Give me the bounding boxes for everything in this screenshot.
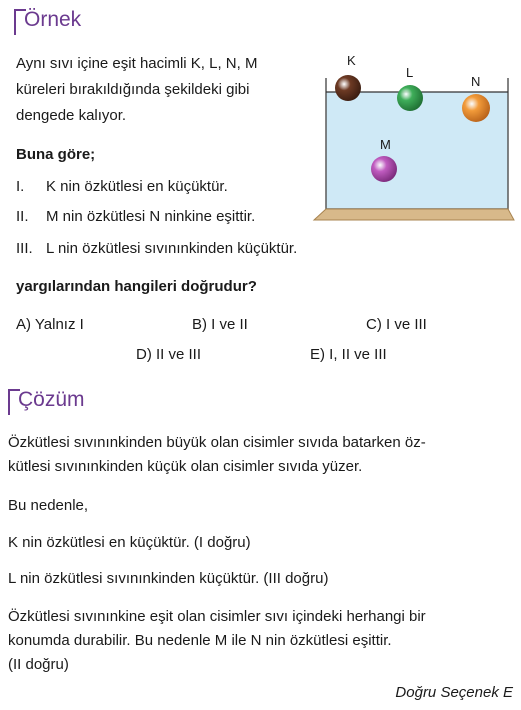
label-k: K bbox=[347, 53, 356, 68]
example-intro-line-3: dengede kalıyor. bbox=[16, 107, 127, 124]
option-d[interactable]: D) II ve III bbox=[136, 346, 202, 363]
label-m: M bbox=[380, 137, 391, 152]
solution-p1-line-2: kütlesi sıvınınkinden küçük olan cisimler sıvıda yüzer. bbox=[8, 458, 363, 475]
option-a[interactable]: A) Yalnız I bbox=[16, 316, 84, 333]
ball-l bbox=[397, 85, 423, 111]
example-question: yargılarından hangileri doğrudur? bbox=[16, 278, 257, 295]
correct-answer: Doğru Seçenek E bbox=[395, 684, 513, 701]
statement-2-text: M nin özkütlesi N ninkine eşittir. bbox=[46, 208, 256, 225]
option-c[interactable]: C) I ve III bbox=[366, 316, 427, 333]
ball-m bbox=[371, 156, 397, 182]
solution-p4: L nin özkütlesi sıvınınkinden küçüktür. (III doğru) bbox=[8, 570, 329, 587]
statement-2 bbox=[16, 206, 255, 228]
example-intro-line-1: Aynı sıvı içine eşit hacimli K, L, N, M bbox=[16, 55, 258, 72]
solution-p3: K nin özkütlesi en küçüktür. (I doğru) bbox=[8, 534, 251, 551]
statement-2-num: II. bbox=[16, 208, 29, 225]
label-l: L bbox=[406, 65, 414, 80]
statement-3-num: III. bbox=[16, 240, 33, 257]
statement-1-text: K nin özkütlesi en küçüktür. bbox=[46, 178, 228, 195]
solution-p1-line-1: Özkütlesi sıvınınkinden büyük olan cisimler sıvıda batarken öz- bbox=[8, 434, 426, 451]
ball-k bbox=[335, 75, 361, 101]
statement-3-text: L nin özkütlesi sıvınınkinden küçüktür. bbox=[46, 240, 298, 257]
tank-base bbox=[314, 209, 514, 220]
ball-n bbox=[462, 94, 490, 122]
solution-heading: Çözüm bbox=[18, 388, 85, 411]
example-intro-line-2: küreleri bırakıldığında şekildeki gibi bbox=[16, 81, 250, 98]
option-e[interactable]: E) I, II ve III bbox=[310, 346, 387, 363]
container-figure bbox=[310, 48, 515, 226]
statement-3 bbox=[16, 238, 297, 260]
solution-p5-line-2: konumda durabilir. Bu nedenle M ile N nin özkütlesi eşittir. bbox=[8, 632, 392, 649]
label-n: N bbox=[471, 74, 481, 89]
solution-p2: Bu nedenle, bbox=[8, 497, 89, 514]
solution-p5-line-1: Özkütlesi sıvınınkine eşit olan cisimler sıvı içindeki herhangi bir bbox=[8, 608, 426, 625]
example-prompt: Buna göre; bbox=[16, 146, 96, 163]
option-b[interactable]: B) I ve II bbox=[192, 316, 248, 333]
statement-1-num: I. bbox=[16, 178, 25, 195]
statement-1 bbox=[16, 176, 228, 198]
solution-p5-line-3: (II doğru) bbox=[8, 656, 69, 673]
example-heading: Örnek bbox=[24, 8, 82, 31]
